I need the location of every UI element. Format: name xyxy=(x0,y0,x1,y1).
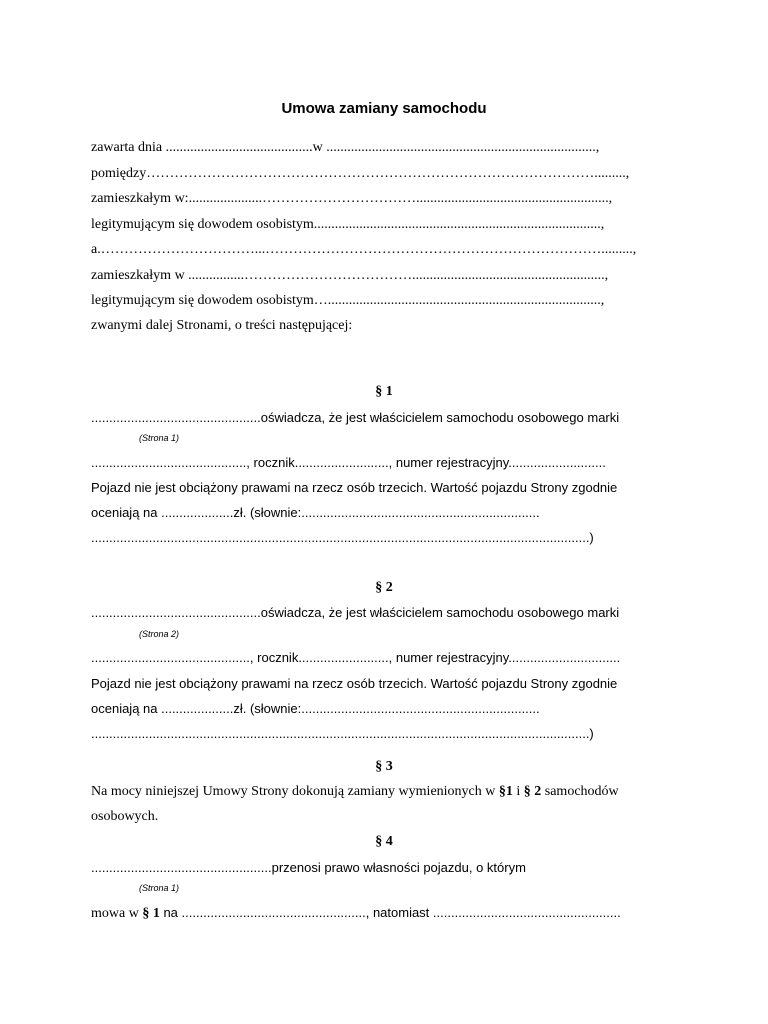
section-3-text-a: Na mocy niniejszej Umowy Strony dokonują zamiany wymienionych w xyxy=(91,784,499,799)
section-4-heading: § 4 xyxy=(375,834,393,849)
intro-line-id-2: legitymującym się dowodem osobistym….............................................................................., xyxy=(91,293,605,308)
section-1-value-words-line: ..........................................................................................................................................) xyxy=(91,530,594,545)
intro-line-address-2: zamieszkałym w ................………………………………......................................................., xyxy=(91,268,609,283)
section-4-text-c: na ..................................................., natomiast .................................................... xyxy=(159,905,621,920)
section-4-party-note: (Strona 1) xyxy=(139,883,180,893)
section-3-cars-line: osobowych. xyxy=(91,809,159,824)
intro-line-parties: zwanymi dalej Stronami, o treści następującej: xyxy=(91,318,353,333)
section-2-owner-line: ...............................................oświadcza, że jest właścicielem samochodu osobowego marki xyxy=(91,605,620,620)
section-4-mention-line xyxy=(91,905,621,922)
intro-line-and: a.……………………………...………………………………………………………………........., xyxy=(91,242,637,257)
section-3-ref-1: §1 xyxy=(498,784,513,799)
section-2-party-note: (Strona 2) xyxy=(139,629,180,639)
section-2-heading: § 2 xyxy=(375,580,393,595)
intro-line-id-1: legitymującym się dowodem osobistym.................................................................................., xyxy=(91,217,605,232)
section-1-value-line: oceniają na ....................zł. (słownie:.................................................................. xyxy=(91,505,540,520)
section-1-vehicle-line: ..........................................., rocznik.........................., numer rejestracyjny........................... xyxy=(91,455,606,470)
section-2-value-words-line: ..........................................................................................................................................) xyxy=(91,726,594,741)
section-4-ref-1: § 1 xyxy=(142,906,160,921)
section-4-transfer-line: ..................................................przenosi prawo własności pojazdu, o którym xyxy=(91,860,526,875)
section-3-exchange-line xyxy=(91,784,619,800)
intro-line-address-1: zamieszkałym w:.....................……………………………......................................................., xyxy=(91,191,613,206)
document-title: Umowa zamiany samochodu xyxy=(281,100,487,117)
section-4-text-a: mowa w xyxy=(91,906,143,921)
section-2-value-line: oceniają na ....................zł. (słownie:.................................................................. xyxy=(91,701,540,716)
section-1-encumbrance-line: Pojazd nie jest obciążony prawami na rzecz osób trzecich. Wartość pojazdu Strony zgodnie xyxy=(91,480,618,495)
section-1-party-note: (Strona 1) xyxy=(139,433,180,443)
section-2-encumbrance-line: Pojazd nie jest obciążony prawami na rzecz osób trzecich. Wartość pojazdu Strony zgodnie xyxy=(91,676,618,691)
intro-line-date-place: zawarta dnia ..........................................w ............................................................................., xyxy=(91,140,600,155)
section-3-text-c: i xyxy=(512,784,524,799)
section-1-heading: § 1 xyxy=(375,384,393,399)
section-3-text-e: samochodów xyxy=(541,784,619,799)
section-3-heading: § 3 xyxy=(375,759,393,774)
section-1-owner-line: ...............................................oświadcza, że jest właścicielem samochodu osobowego marki xyxy=(91,410,620,425)
intro-line-between: pomiędzy……………………………………………………………………………………........., xyxy=(91,166,630,181)
section-3-ref-2: § 2 xyxy=(523,784,542,799)
section-2-vehicle-line: ............................................, rocznik........................., numer rejestracyjny............................... xyxy=(91,650,621,665)
